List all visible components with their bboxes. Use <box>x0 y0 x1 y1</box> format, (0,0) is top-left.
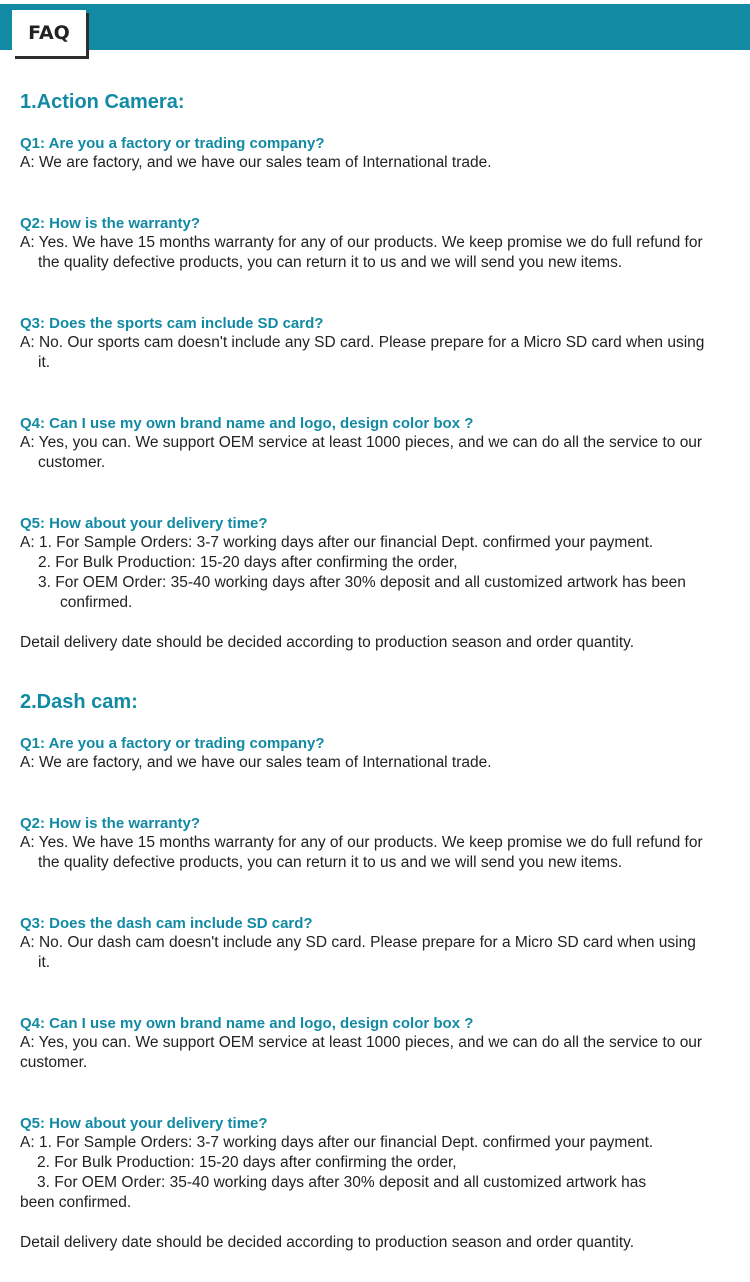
question-q1: Q1: Are you a factory or trading company? <box>20 735 325 752</box>
answer-q5: A: 1. For Sample Orders: 3-7 working days after our financial Dept. confirmed your payment. 2. For Bulk Production: 15-20 days after confirming the order, 3. For OEM Order: 35-40 working days after 30% deposit and all customized artwork has been confirmed. <box>20 1134 654 1211</box>
faq-tab-label: FAQ <box>28 22 70 44</box>
question-q4: Q4: Can I use my own brand name and logo, design color box ? <box>20 415 474 432</box>
question-q2: Q2: How is the warranty? <box>20 815 201 832</box>
answer-q2: A: Yes. We have 15 months warranty for any of our products. We keep promise we do full refund for the quality defective products, you can return it to us and we will send you new items. <box>20 234 703 271</box>
answer-q4: A: Yes, you can. We support OEM service at least 1000 pieces, and we can do all the service to our customer. <box>20 1034 703 1071</box>
section-title-dash-cam: 2.Dash cam: <box>20 691 138 713</box>
question-q5: Q5: How about your delivery time? <box>20 515 268 532</box>
answer-q4: A: Yes, you can. We support OEM service at least 1000 pieces, and we can do all the service to our customer. <box>20 434 703 471</box>
answer-q3: A: No. Our dash cam doesn't include any SD card. Please prepare for a Micro SD card when using it. <box>20 934 696 971</box>
question-q3: Q3: Does the dash cam include SD card? <box>20 915 313 932</box>
question-q4: Q4: Can I use my own brand name and logo, design color box ? <box>20 1015 474 1032</box>
question-q3: Q3: Does the sports cam include SD card? <box>20 315 324 332</box>
delivery-note: Detail delivery date should be decided according to production season and order quantity. <box>20 634 635 651</box>
delivery-note: Detail delivery date should be decided according to production season and order quantity. <box>20 1234 635 1251</box>
faq-header-banner <box>0 4 750 50</box>
answer-q1: A: We are factory, and we have our sales team of International trade. <box>20 754 492 771</box>
answer-q3: A: No. Our sports cam doesn't include any SD card. Please prepare for a Micro SD card when using it. <box>20 334 705 371</box>
question-q2: Q2: How is the warranty? <box>20 215 201 232</box>
question-q1: Q1: Are you a factory or trading company? <box>20 135 325 152</box>
answer-q1: A: We are factory, and we have our sales team of International trade. <box>20 154 492 171</box>
answer-q2: A: Yes. We have 15 months warranty for any of our products. We keep promise we do full refund for the quality defective products, you can return it to us and we will send you new items. <box>20 834 703 871</box>
section-title-action-camera: 1.Action Camera: <box>20 91 185 113</box>
answer-q5: A: 1. For Sample Orders: 3-7 working days after our financial Dept. confirmed your payment. 2. For Bulk Production: 15-20 days after confirming the order, 3. For OEM Order: 35-40 working days after 30% deposit and all customized artwork has been confirmed. <box>20 534 686 611</box>
question-q5: Q5: How about your delivery time? <box>20 1115 268 1132</box>
faq-tab <box>12 10 86 56</box>
